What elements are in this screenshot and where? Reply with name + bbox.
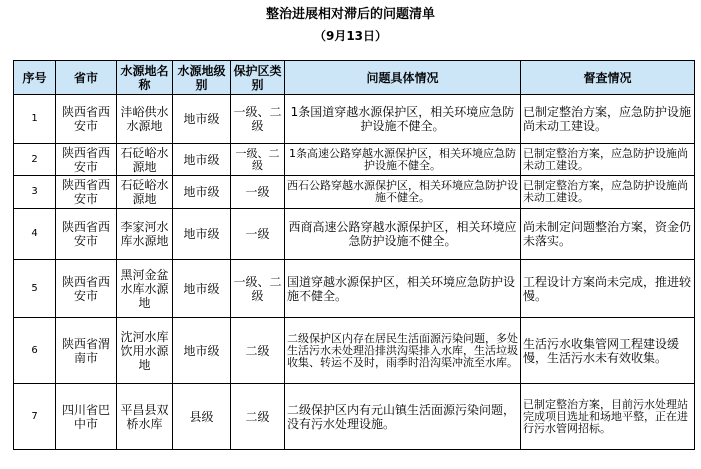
header-status: 督查情况 [521,61,695,95]
table-row [14,318,695,384]
cell-source-name: 沈河水库饮用水源地 [117,318,173,384]
cell-source-name: 沣峪供水水源地 [117,95,173,144]
cell-issue: 国道穿越水源保护区，相关环境应急防护设施不健全。 [285,260,521,318]
cell-no: 1 [14,95,56,144]
cell-issue: 二级保护区内有元山镇生活面源污染问题，没有污水处理设施。 [285,384,521,450]
cell-source-level: 地市级 [173,95,231,144]
cell-status: 已制定整治方案，应急防护设施尚未动工建设。 [521,144,695,176]
cell-source-level: 地市级 [173,176,231,209]
cell-issue: 1条高速公路穿越水源保护区，相关环境应急防护设施不健全。 [285,144,521,176]
header-region: 省市 [56,61,117,95]
cell-region: 陕西省西安市 [56,209,117,260]
cell-region: 陕西省西安市 [56,144,117,176]
table-row [14,384,695,450]
cell-zone: 一级 [231,176,285,209]
table-row [14,144,695,176]
cell-issue: 二级保护区内存在居民生活面源污染问题，多处生活污水未处理沿排洪沟渠排入水库，生活垃圾收集、转运不及时，雨季时沿沟渠冲流至水库。 [285,318,521,384]
cell-source-name: 李家河水库水源地 [117,209,173,260]
page-title: 整治进展相对滞后的问题清单 [265,7,435,22]
cell-status: 工程设计方案尚未完成，推进较慢。 [521,260,695,318]
header-no: 序号 [14,61,56,95]
cell-zone: 一级 [231,209,285,260]
cell-no: 6 [14,318,56,384]
cell-issue: 西石公路穿越水源保护区，相关环境应急防护设施不健全。 [285,176,521,209]
table-row [14,95,695,144]
cell-source-name: 石砭峪水源地 [117,144,173,176]
cell-source-level: 县级 [173,384,231,450]
cell-region: 陕西省渭南市 [56,318,117,384]
header-zone: 保护区类别 [231,61,285,95]
cell-zone: 一级、二级 [231,260,285,318]
cell-zone: 一级、二级 [231,144,285,176]
cell-status: 已制定整治方案，应急防护设施尚未动工建设。 [521,95,695,144]
cell-source-name: 石砭峪水源地 [117,176,173,209]
cell-region: 陕西省西安市 [56,95,117,144]
cell-zone: 一级、二级 [231,95,285,144]
table-row [14,209,695,260]
table-row [14,176,695,209]
table-header-row [14,61,695,95]
cell-status: 已制定整治方案，应急防护设施尚未动工建设。 [521,176,695,209]
cell-source-level: 地市级 [173,144,231,176]
cell-zone: 二级 [231,384,285,450]
header-source-level: 水源地级别 [173,61,231,95]
cell-source-level: 地市级 [173,260,231,318]
cell-no: 5 [14,260,56,318]
cell-source-level: 地市级 [173,318,231,384]
header-issue: 问题具体情况 [285,61,521,95]
cell-status: 尚未制定问题整治方案，资金仍未落实。 [521,209,695,260]
cell-region: 四川省巴中市 [56,384,117,450]
cell-source-level: 地市级 [173,209,231,260]
header-source-name: 水源地名称 [117,61,173,95]
cell-no: 4 [14,209,56,260]
cell-region: 陕西省西安市 [56,176,117,209]
cell-no: 7 [14,384,56,450]
cell-zone: 二级 [231,318,285,384]
cell-no: 3 [14,176,56,209]
table-row [14,260,695,318]
cell-region: 陕西省西安市 [56,260,117,318]
cell-no: 2 [14,144,56,176]
cell-source-name: 黑河金盆水库水源地 [117,260,173,318]
cell-issue: 1条国道穿越水源保护区，相关环境应急防护设施不健全。 [285,95,521,144]
cell-source-name: 平昌县双桥水库 [117,384,173,450]
cell-status: 已制定整治方案，目前污水处理站完成项目选址和场地平整，正在进行污水管网招标。 [521,384,695,450]
cell-status: 生活污水收集管网工程建设缓慢，生活污水未有效收集。 [521,318,695,384]
page-subtitle: （9月13日） [313,29,388,43]
cell-issue: 西商高速公路穿越水源保护区，相关环境应急防护设施不健全。 [285,209,521,260]
issue-table [13,60,695,450]
